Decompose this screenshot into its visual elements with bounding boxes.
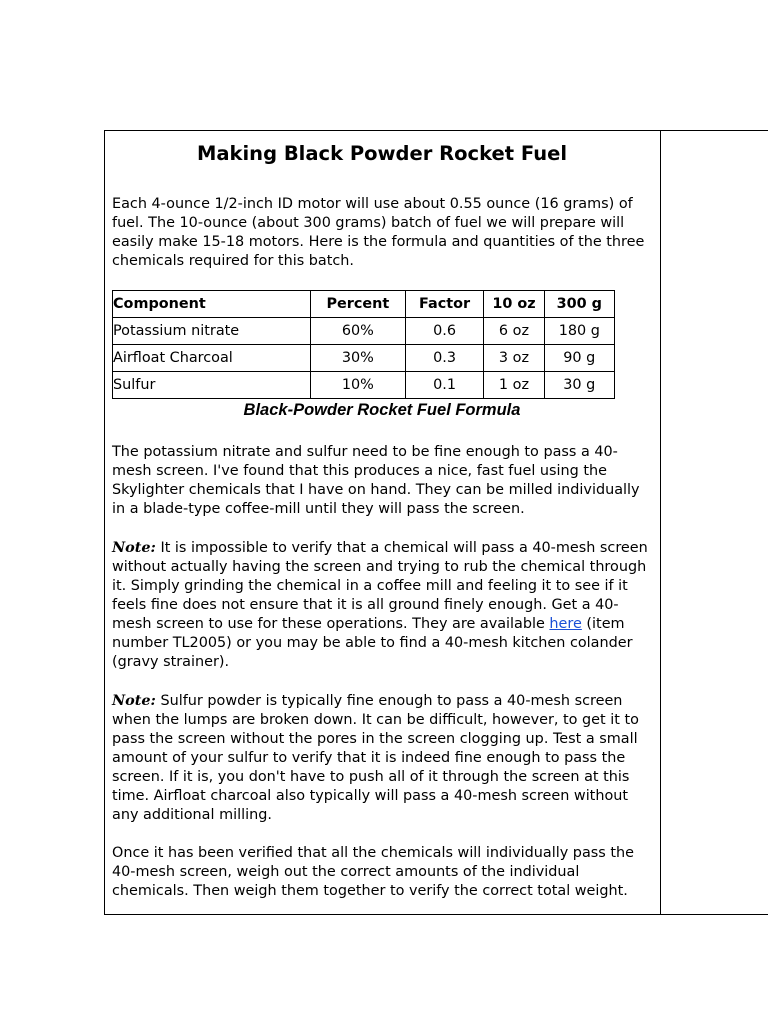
table-header-row: [113, 291, 615, 318]
note-text: It is impossible to verify that a chemical will pass a 40-mesh screen without actually having the screen and trying to rub the chemical through it. Simply grinding the chemical in a coffee mill and feeling it to see if it feels fine does not ensure that it is all ground finely enough. Get a 40-mesh screen to use for these operations. They are available: [112, 540, 648, 632]
table-cell: 10%: [310, 372, 405, 399]
table-cell: 60%: [310, 318, 405, 345]
document-frame: [104, 130, 768, 915]
note-label: Note:: [112, 692, 156, 709]
table-row: [113, 345, 615, 372]
table-row: [113, 372, 615, 399]
weigh-paragraph: Once it has been verified that all the chemicals will individually pass the 40-mesh screen, weigh out the correct amounts of the individual chemicals. Then weigh them together to verify the correct total weight.: [112, 845, 634, 899]
note-text: Sulfur powder is typically fine enough to pass a 40-mesh screen when the lumps are broken down. It can be difficult, however, to get it to pass the screen without the pores in the screen clogging up. Test a small amount of your sulfur to verify that it is indeed fine enough to pass the screen. If it is, you don't have to push all of it through the screen at this time. Airfloat charcoal also typically will pass a 40-mesh screen without any additional milling.: [112, 693, 639, 823]
table-cell: 3 oz: [484, 345, 544, 372]
right-column-divider: [660, 131, 661, 914]
note-text: (item number TL2005) or you may be able to find a 40-mesh kitchen colander (gravy strainer).: [112, 616, 633, 670]
table-cell: 1 oz: [484, 372, 544, 399]
header-300g: 300 g: [544, 291, 614, 318]
table-cell: 180 g: [544, 318, 614, 345]
table-row: [113, 318, 615, 345]
page-title: Making Black Powder Rocket Fuel: [196, 142, 568, 165]
table-cell: Potassium nitrate: [113, 318, 311, 345]
here-link[interactable]: here: [549, 616, 582, 632]
table-cell: 90 g: [544, 345, 614, 372]
mesh-paragraph: The potassium nitrate and sulfur need to be fine enough to pass a 40-mesh screen. I've found that this produces a nice, fast fuel using the Skylighter chemicals that I have on hand. They can be milled individually in a blade-type coffee-mill until they will pass the screen.: [112, 444, 640, 517]
table-cell: Airfloat Charcoal: [113, 345, 311, 372]
table-caption: Black-Powder Rocket Fuel Formula: [243, 401, 521, 419]
table-cell: 6 oz: [484, 318, 544, 345]
table-cell: 0.6: [405, 318, 484, 345]
table-cell: 0.3: [405, 345, 484, 372]
article-content: [112, 141, 652, 901]
header-component: Component: [113, 291, 311, 318]
table-cell: 30 g: [544, 372, 614, 399]
header-percent: Percent: [310, 291, 405, 318]
note-label: Note:: [112, 539, 156, 556]
table-cell: 30%: [310, 345, 405, 372]
header-factor: Factor: [405, 291, 484, 318]
header-10oz: 10 oz: [484, 291, 544, 318]
note-paragraph-2: [112, 691, 652, 825]
table-cell: 0.1: [405, 372, 484, 399]
intro-paragraph: Each 4-ounce 1/2-inch ID motor will use about 0.55 ounce (16 grams) of fuel. The 10-ounce (about 300 grams) batch of fuel we will prepare will easily make 15-18 motors. Here is the formula and quantities of the three chemicals required for this batch.: [112, 196, 645, 269]
table-cell: Sulfur: [113, 372, 311, 399]
formula-table: [112, 290, 615, 399]
note-paragraph-1: [112, 538, 652, 672]
